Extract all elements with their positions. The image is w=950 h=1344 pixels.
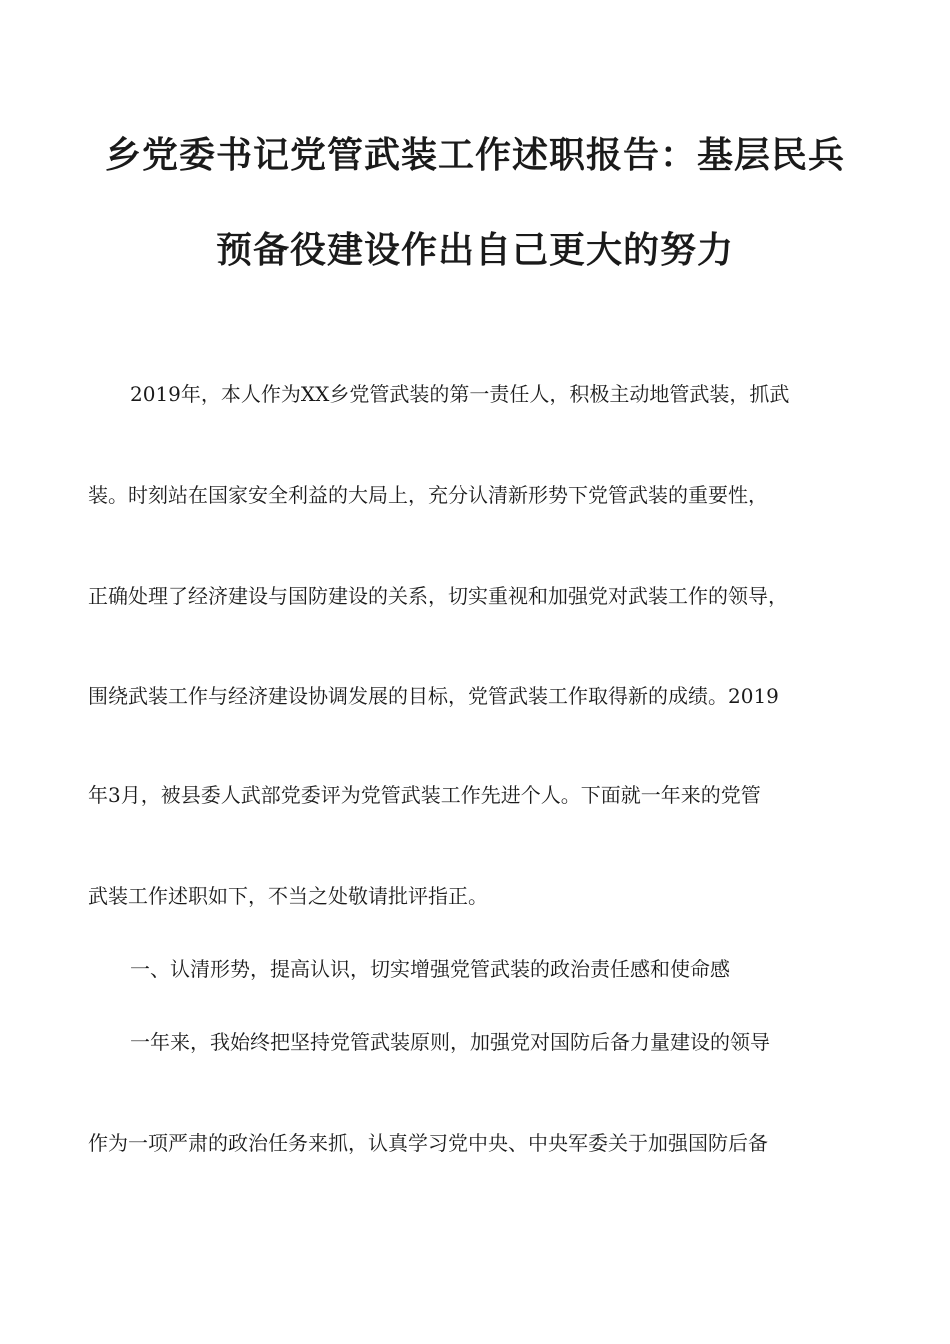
paragraph-line: 一年来，我始终把坚持党管武装原则，加强党对国防后备力量建设的领导 [130,1031,770,1053]
paragraph-line: 作为一项严肃的政治任务来抓，认真学习党中央、中央军委关于加强国防后备 [88,1132,768,1154]
document-title-line-2: 预备役建设作出自己更大的努力 [215,230,734,271]
paragraph-line: 年3月，被县委人武部党委评为党管武装工作先进个人。下面就一年来的党管 [88,784,761,806]
paragraph-line: 围绕武装工作与经济建设协调发展的目标，党管武装工作取得新的成绩。2019 [88,685,779,707]
paragraph-line: 正确处理了经济建设与国防建设的关系，切实重视和加强党对武装工作的领导， [88,585,788,607]
section-heading: 一、认清形势，提高认识，切实增强党管武装的政治责任感和使命感 [130,958,730,980]
paragraph-line: 武装工作述职如下，不当之处敬请批评指正。 [88,885,488,907]
paragraph-line: 装。时刻站在国家安全利益的大局上，充分认清新形势下党管武装的重要性， [88,484,768,506]
document-title-line-1: 乡党委书记党管武装工作述职报告：基层民兵 [104,135,845,176]
paragraph-line: 2019年，本人作为XX乡党管武装的第一责任人，积极主动地管武装，抓武 [130,383,790,405]
